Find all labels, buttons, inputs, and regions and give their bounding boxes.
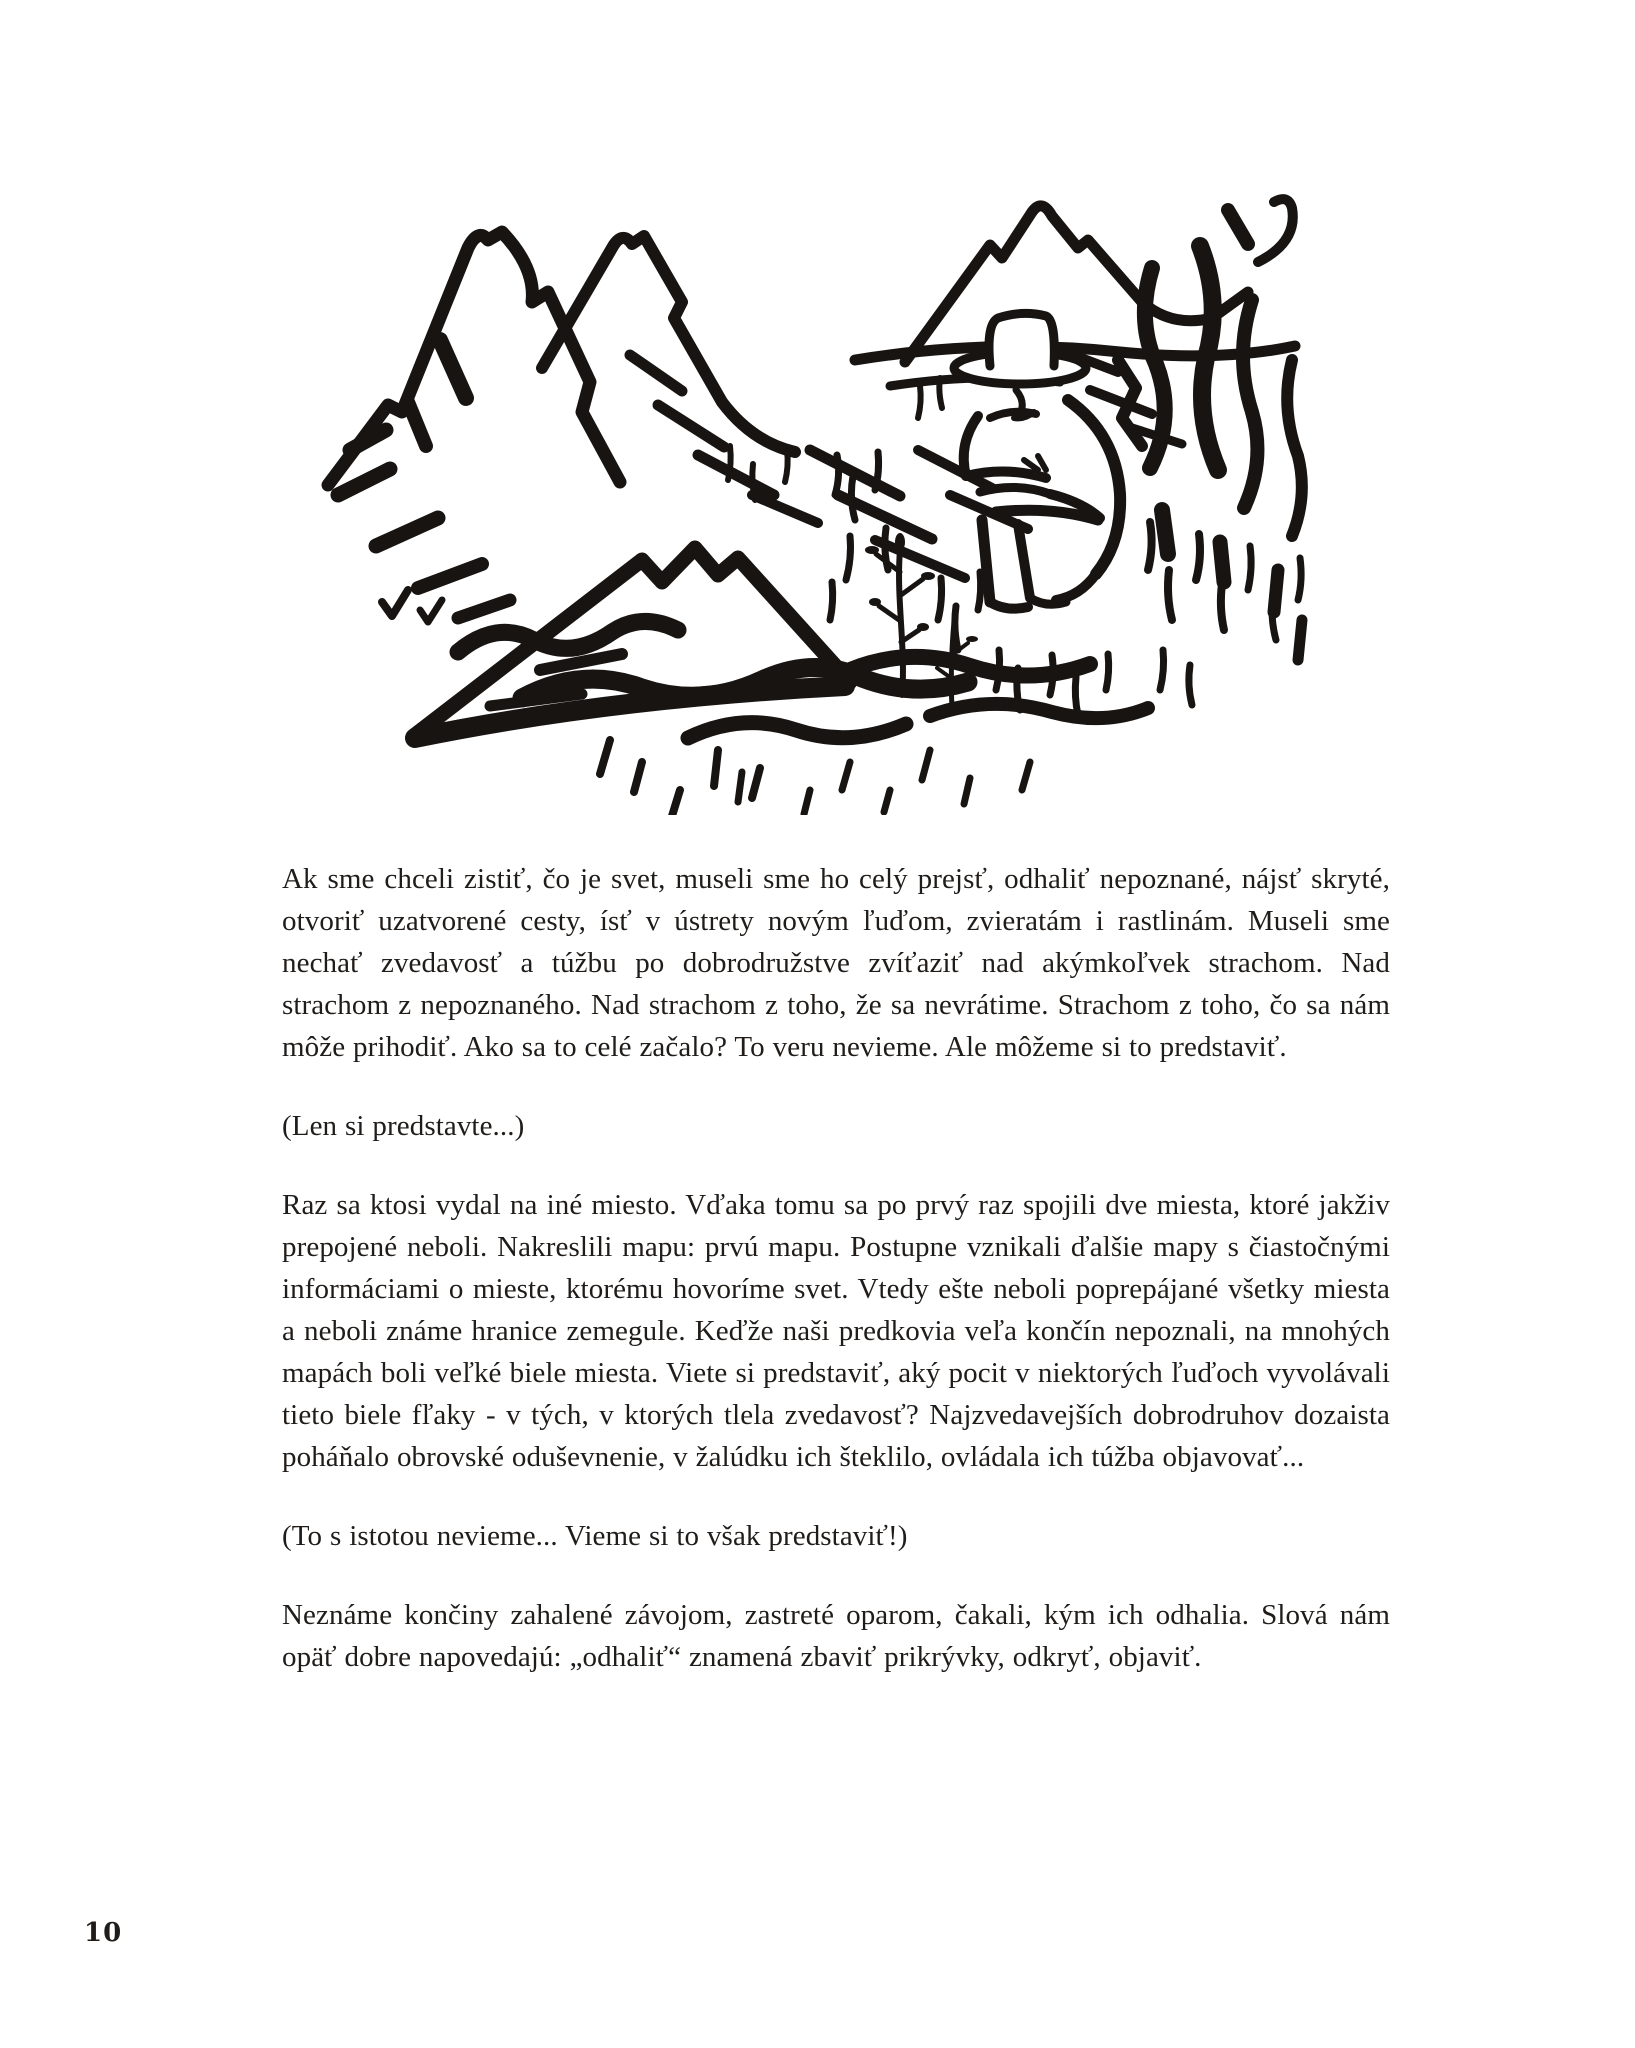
hat-crown: [989, 313, 1054, 366]
ink-illustration: [290, 150, 1330, 815]
aside-imagine-1: (Len si predstavte...): [282, 1110, 525, 1142]
aside-imagine-2: (To s istotou nevieme... Vieme si to však predstaviť!): [282, 1520, 908, 1552]
paragraph-intro: Ak sme chceli zistiť, čo je svet, museli sme ho celý prejsť, odhaliť nepoznané, nájsť skryté, otvoriť uzatvorené cesty, ísť v ústrety novým ľuďom, zvieratám i rastlinám. Museli sme nechať zvedavosť a túžbu po dobrodružstve zvíťaziť nad akýmkoľvek strachom. Nad strachom z nepoznaného. Nad strachom z toho, že sa nevrátime. Strachom z toho, čo sa nám môže prihodiť. Ako sa to celé začalo? To veru nevieme. Ale môžeme si to predstaviť.: [282, 863, 1390, 1063]
illustration-canvas: [290, 150, 1330, 815]
page-number: 10: [84, 1918, 123, 1948]
paragraph-unknown-lands: Neznáme končiny zahalené závojom, zastreté oparom, čakali, kým ich odhalia. Slová nám opäť dobre napovedajú: „odhaliť“ znamená zbaviť prikrývky, odkryť, objaviť.: [282, 1599, 1390, 1673]
paragraph-first-maps: Raz sa ktosi vydal na iné miesto. Vďaka tomu sa po prvý raz spojili dve miesta, ktoré jakživ prepojené neboli. Nakreslili mapu: prvú mapu. Postupne vznikali ďalšie mapy s čiastočnými informáciami o mieste, ktorému hovoríme svet. Vtedy ešte neboli poprepájané všetky miesta a neboli známe hranice zemegule. Keďže naši predkovia veľa končín nepoznali, na mnohých mapách boli veľké biele miesta. Viete si predstaviť, aký pocit v niektorých ľuďoch vyvolávali tieto biele fľaky - v tých, v ktorých tlela zvedavosť? Najzvedavejších dobrodruhov dozaista poháňalo obrovské oduševnenie, v žalúdku ich šteklilo, ovládala ich túžba objavovať...: [282, 1189, 1390, 1473]
body-text: [282, 858, 1390, 1715]
